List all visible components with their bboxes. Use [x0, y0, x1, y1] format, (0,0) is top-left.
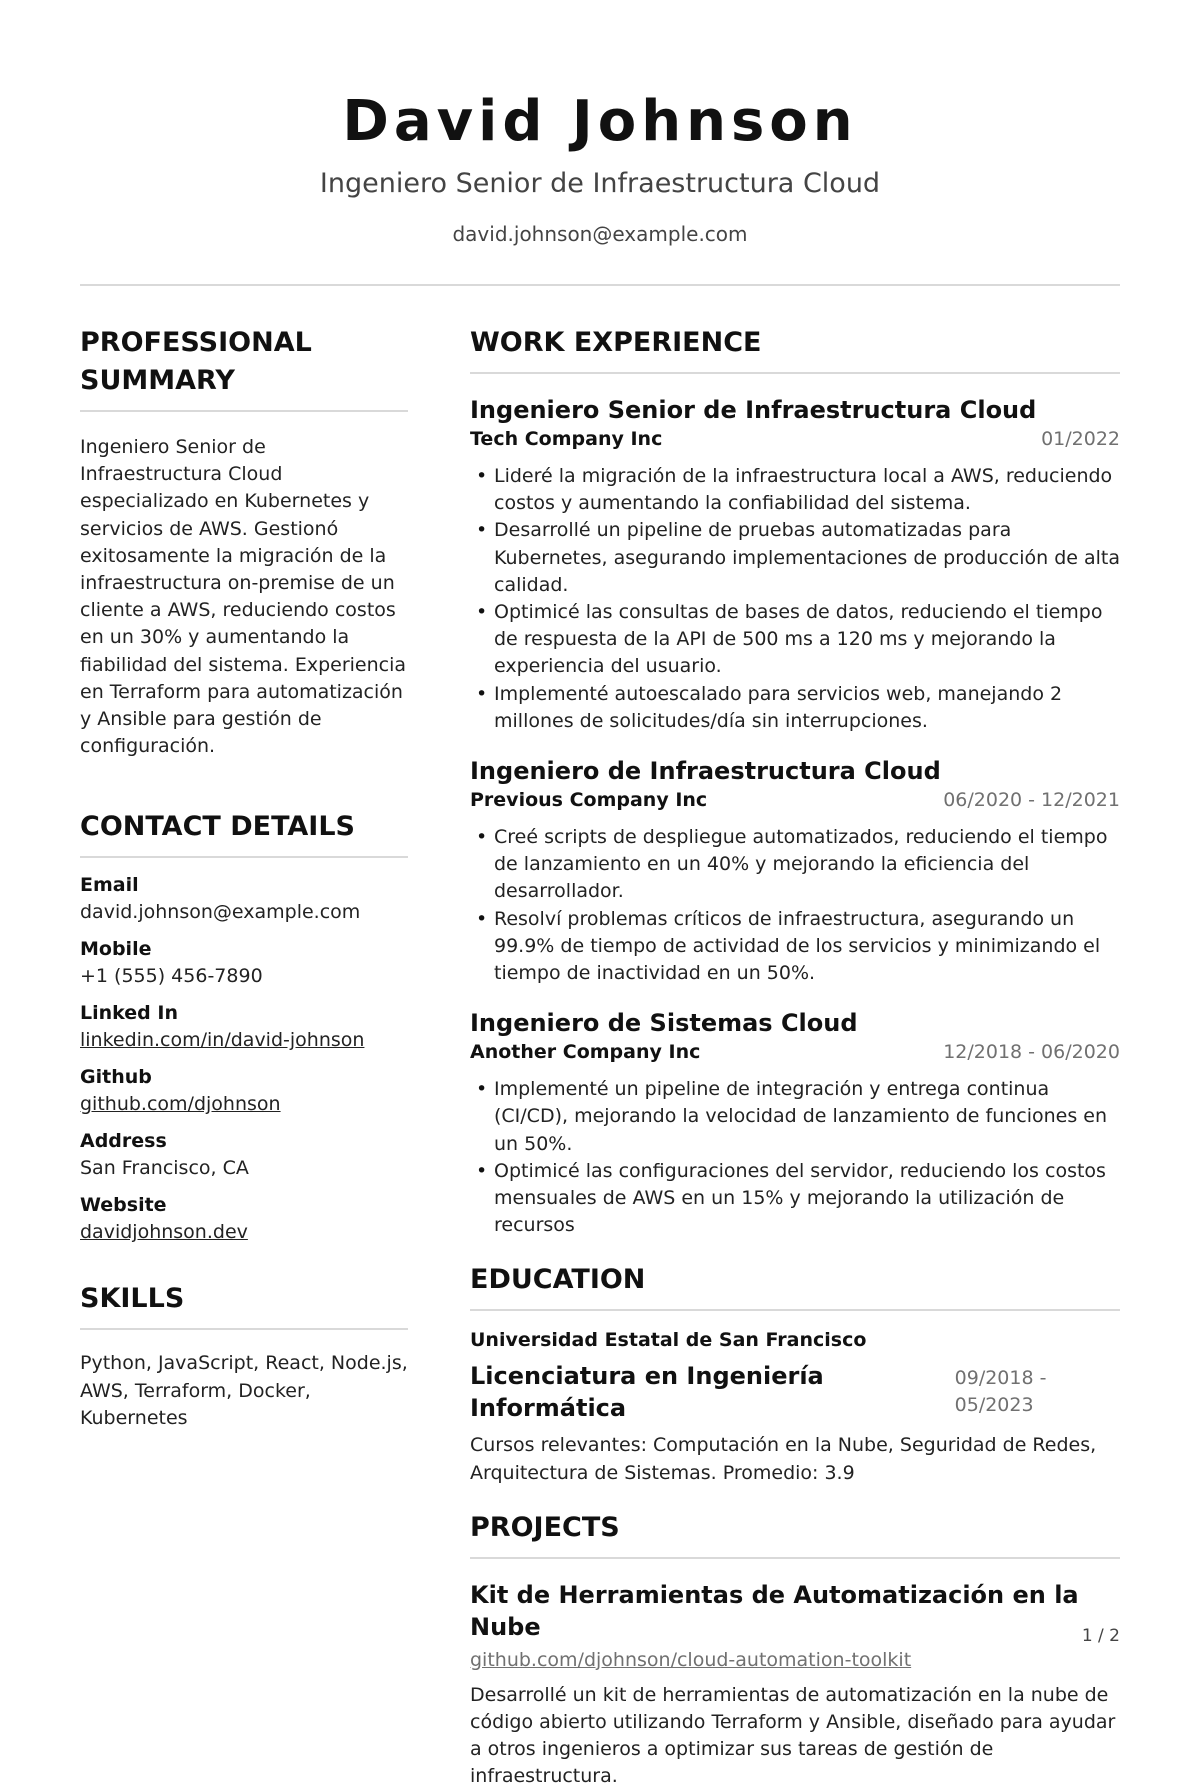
section-divider: [470, 1309, 1120, 1311]
job-bullets: [470, 1076, 1120, 1239]
contact-github: [80, 1064, 408, 1118]
contact-label: Email: [80, 874, 139, 897]
bullet-item: • Optimicé las consultas de bases de datos, reduciendo el tiempo de respuesta de la API de 500 ms a 120 ms y mejorando la experiencia del usuario.: [470, 599, 1120, 681]
header-email: david.johnson@example.com: [452, 222, 748, 246]
bullet-item: • Desarrollé un pipeline de pruebas automatizadas para Kubernetes, asegurando implementaciones de producción de alta calidad.: [470, 517, 1120, 599]
job-entry: [470, 394, 1120, 735]
skills-heading: SKILLS: [80, 1283, 185, 1315]
company-name: Another Company Inc: [470, 1041, 701, 1064]
contact-section: [80, 808, 408, 1246]
job-meta: [470, 787, 1120, 814]
contact-heading: CONTACT DETAILS: [80, 811, 355, 843]
contact-mobile: [80, 936, 408, 990]
candidate-title: Ingeniero Senior de Infraestructura Cloud: [319, 168, 881, 199]
resume-header: [80, 88, 1120, 248]
job-title: Ingeniero Senior de Infraestructura Cloud: [470, 396, 1037, 424]
job-entry: [470, 755, 1120, 987]
project-description: Desarrollé un kit de herramientas de automatización en la nube de código abierto utilizando Terraform y Ansible, diseñado para ayudar a otros ingenieros a optimizar sus tareas de gestión de infraestructura.: [470, 1683, 1116, 1788]
section-divider: [470, 372, 1120, 374]
bullet-item: • Lideré la migración de la infraestructura local a AWS, reduciendo costos y aumentando la confiabilidad del sistema.: [470, 463, 1120, 517]
job-meta: [470, 426, 1120, 453]
education-heading: EDUCATION: [470, 1264, 646, 1296]
education-details: Cursos relevantes: Computación en la Nube, Seguridad de Redes, Arquitectura de Sistemas. Promedio: 3.9: [470, 1434, 1097, 1484]
education-section: [470, 1261, 1120, 1486]
section-divider: [80, 856, 408, 858]
skills-section: [80, 1280, 408, 1432]
project-title: Kit de Herramientas de Automatización en la Nube: [470, 1580, 1079, 1641]
job-dates: 06/2020 - 12/2021: [943, 789, 1120, 812]
candidate-name: David Johnson: [342, 89, 858, 154]
section-divider: [80, 410, 408, 412]
header-divider: [80, 284, 1120, 286]
contact-label: Website: [80, 1194, 167, 1217]
job-bullets: [470, 463, 1120, 735]
bullet-item: • Resolví problemas críticos de infraestructura, asegurando un 99.9% de tiempo de actividad de los servicios y minimizando el tiempo de inactividad en un 50%.: [470, 906, 1120, 988]
contact-address: [80, 1128, 408, 1182]
summary-section: [80, 324, 408, 760]
job-entry: [470, 1007, 1120, 1239]
contact-label: Address: [80, 1130, 167, 1153]
job-dates: 12/2018 - 06/2020: [943, 1041, 1120, 1064]
contact-value: San Francisco, CA: [80, 1157, 249, 1180]
linkedin-link[interactable]: linkedin.com/in/david-johnson: [80, 1029, 365, 1052]
degree-row: [470, 1360, 1120, 1424]
projects-section: [470, 1509, 1120, 1791]
contact-email: [80, 872, 408, 926]
summary-heading: PROFESSIONAL SUMMARY: [80, 327, 312, 396]
right-column: [470, 324, 1120, 1791]
contact-linkedin: [80, 1000, 408, 1054]
experience-section: [470, 324, 1120, 1239]
section-divider: [80, 1328, 408, 1330]
page-number: 1 / 2: [1081, 1626, 1120, 1646]
experience-heading: WORK EXPERIENCE: [470, 327, 762, 358]
github-link[interactable]: github.com/djohnson: [80, 1093, 281, 1116]
projects-heading: PROJECTS: [470, 1511, 620, 1543]
summary-text: Ingeniero Senior de Infraestructura Cloud especializado en Kubernetes y servicios de AWS. Gestionó exitosamente la migración de la infraestructura on-premise de un cliente a AWS, reduciendo costos en un 30% y aumentando la fiabilidad del sistema. Experiencia en Terraform para automatización y Ansible para gestión de configuración.: [80, 436, 407, 758]
skills-text: Python, JavaScript, React, Node.js, AWS, Terraform, Docker, Kubernetes: [80, 1352, 408, 1429]
company-name: Tech Company Inc: [470, 428, 663, 450]
job-dates: 01/2022: [1041, 428, 1120, 450]
project-link[interactable]: github.com/djohnson/cloud-automation-toolkit: [470, 1648, 912, 1671]
website-link[interactable]: davidjohnson.dev: [80, 1221, 248, 1244]
section-divider: [470, 1557, 1120, 1559]
contact-label: Linked In: [80, 1002, 178, 1025]
school-name: Universidad Estatal de San Francisco: [470, 1329, 867, 1352]
job-title: Ingeniero de Sistemas Cloud: [470, 1009, 858, 1038]
contact-value: +1 (555) 456-7890: [80, 965, 263, 988]
contact-value: david.johnson@example.com: [80, 901, 361, 924]
bullet-item: • Creé scripts de despliegue automatizados, reduciendo el tiempo de lanzamiento en un 40% y mejorando la eficiencia del desarrollador.: [470, 824, 1120, 906]
contact-label: Mobile: [80, 938, 152, 961]
bullet-item: • Implementé autoescalado para servicios web, manejando 2 millones de solicitudes/día sin interrupciones.: [470, 681, 1120, 735]
contact-label: Github: [80, 1066, 152, 1089]
education-dates: 09/2018 - 05/2023: [954, 1367, 1047, 1417]
contact-website: [80, 1192, 408, 1246]
contact-list: [80, 872, 408, 1246]
job-title: Ingeniero de Infraestructura Cloud: [470, 757, 941, 786]
bullet-item: • Optimicé las configuraciones del servidor, reduciendo los costos mensuales de AWS en un 15% y mejorando la utilización de recursos: [470, 1158, 1120, 1240]
degree-title: Licenciatura en Ingeniería Informática: [470, 1362, 824, 1423]
job-meta: [470, 1039, 1120, 1066]
company-name: Previous Company Inc: [470, 789, 708, 812]
bullet-item: • Implementé un pipeline de integración y entrega continua (CI/CD), mejorando la velocidad de lanzamiento de funciones en un 50%.: [470, 1076, 1120, 1158]
job-bullets: [470, 824, 1120, 987]
left-column: [80, 324, 408, 1432]
